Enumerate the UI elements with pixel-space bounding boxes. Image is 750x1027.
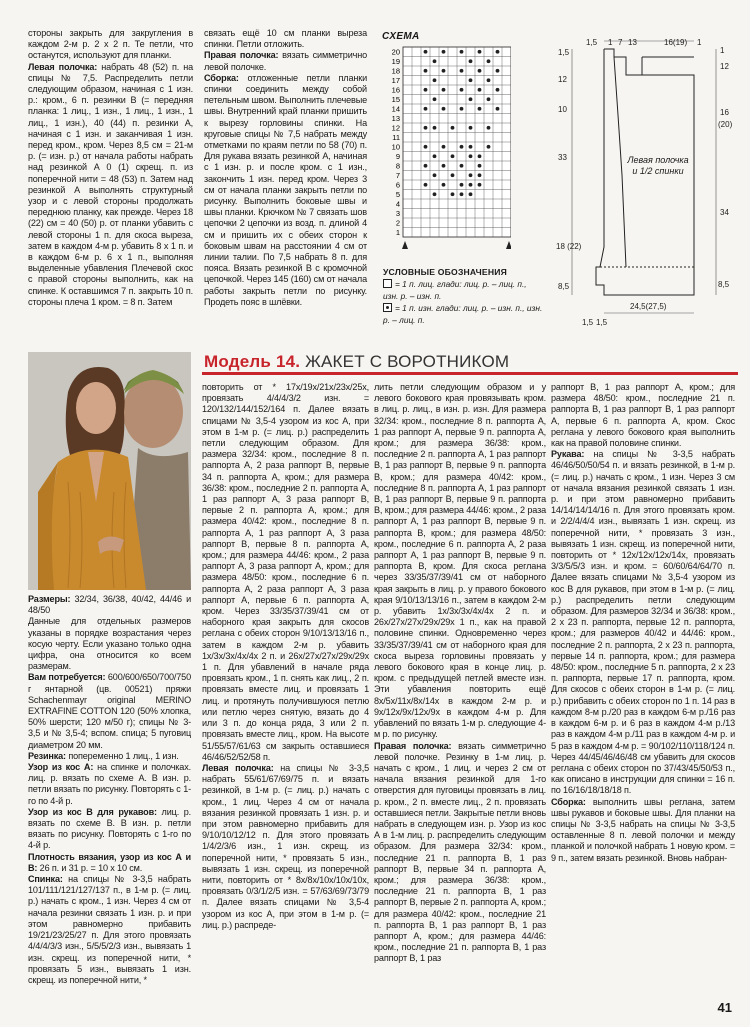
model-number: Модель 14. (204, 352, 301, 371)
right-label: 16 (720, 108, 729, 117)
row-label: 18 (391, 66, 400, 76)
paragraph-heading: Сборка: (551, 796, 586, 807)
paragraph (28, 852, 191, 874)
instructions-column-3 (374, 382, 546, 965)
paragraph (374, 741, 546, 965)
paragraph (28, 28, 193, 62)
row-label: 17 (391, 76, 400, 85)
paragraph (374, 382, 546, 741)
right-label: 34 (720, 208, 729, 217)
paragraph (551, 382, 735, 449)
purl-dot (496, 69, 500, 73)
purl-dot (460, 145, 464, 149)
paragraph-heading: Левая полочка: (28, 61, 98, 72)
paragraph-text: попеременно 1 лиц., 1 изн. (65, 750, 179, 761)
purl-dot (451, 126, 455, 130)
bottom-label: 1,5 (582, 318, 594, 327)
legend-item-purl: = 1 п. изн. глади: лиц. р. – изн. п., изн. р. – лиц. п. (383, 303, 543, 325)
instructions-column-top-middle (204, 28, 367, 308)
paragraph-heading: Плотность вязания, узор из кос А и В: (28, 851, 191, 873)
legend-item-knit: = 1 п. лиц. глади: лиц. р. – лиц. п., изн. р. – изн. п. (383, 279, 527, 301)
purl-dot (478, 154, 482, 158)
purl-dot (460, 183, 464, 187)
instructions-column-materials (28, 594, 191, 986)
paragraph-text: связать ещё 10 см планки выреза спинки. Петли отложить. (204, 28, 367, 50)
purl-dot (487, 145, 491, 149)
empty-cell-icon (383, 279, 392, 288)
model-photo (28, 352, 191, 590)
purl-dot (496, 88, 500, 92)
purl-dot (442, 145, 446, 149)
paragraph (551, 797, 735, 864)
row-label: 3 (395, 209, 400, 218)
left-label: 18 (22) (556, 242, 582, 251)
row-label: 11 (392, 133, 400, 142)
paragraph (204, 50, 367, 72)
purl-dot (469, 183, 473, 187)
purl-dot (424, 88, 428, 92)
paragraph (28, 594, 191, 616)
paragraph-text: 32/34, 36/38, 40/42, 44/46 и 48/50 (28, 594, 191, 616)
row-label: 16 (391, 85, 400, 95)
paragraph-text: лиц. р. вязать по схеме В. В изн. р. петли вязать по рисунку. Повторять с 1-го по 4-й р. (28, 806, 192, 851)
purl-dot (433, 78, 437, 82)
purl-dot (433, 97, 437, 101)
bottom-label: 24,5(27,5) (630, 302, 667, 311)
legend (383, 266, 543, 326)
right-label: 1 (720, 46, 725, 55)
bottom-label: 1,5 (596, 318, 608, 327)
paragraph-text: лить петли следующим образом и у левого бокового края провязывать кром. в лиц. р. лиц., в изн. р. изн. Для размера 32/34: кром., последние 8 п. раппорта А, 1 раз раппорт А, первые 9 п. раппорта А, кром.; для размера 36/38: кром., последние 2 п. раппорта А, 1 раз раппорт В, 1 раз раппорт В, первые 9 п. раппорта В, кром.; для размера 40/42: кром., последние 8 п. раппорта А, 1 раз раппорт В, 1 раз раппорт В, первые 9 п. раппорта В, кром.; для размера 44/46: кром., 2 раза раппорт А, 1 раз раппорт В, первые 9 п. раппорта В, кром.; для размера 48/50: кром., последние 6 п. раппорта А, 2 раза раппорт А, 1 раз раппорт В, первые 9 п. раппорта В, кром. Для скоса реглана через 33/35/37/39/41 см от наборного края закрыть в лиц. р. у правого бокового края 9/10/13/13/16 п., затем в каждом 2-м р. убавить 1х/3х/3х/4х/4х 2 п. и 26х/27х/27х/29х/29х 1 п., как на правой половине спинки. Одновременно через 33/35/37/39/41 см от наборного края для скоса выреза горловины провязать у левого бокового края в конце лиц. р. кром. с предыдущей петлей вместе изн. Эти убавления повторить ещё 8х/5х/11х/8х/14х в каждом 2-м р. и 9х/12х/9х/12х/9х в каждом 4-м р. Для убавлений по вязать 1-м р. следующие 4-м р. по рисунку. (374, 382, 546, 740)
model-title (202, 351, 738, 375)
paragraph-text: повторить от * 17х/19х/21х/23х/25х, провязать 4/4/4/3/2 изн. = 120/132/144/152/164 п. Далее вязать спицами № 3,5-4 узором из кос А, при этом в 1-м р. (= лиц. р.) распределить петли следующим образом. Для размера 32/34: кром., последние 8 п. раппорта А, 2 раза раппорт В, первые 34 п. раппорта А, кром.; для размера 36/38: кром., последние 2 п. раппорта А, 1 раз раппорт А, 3 раза раппорт В, первые 2 п. раппорта А, кром.; для размера 40/42: кром., последние 8 п. раппорта А, 1 раз раппорт А, 3 раза раппорт В, первые 8 п. раппорта А, кром.; для размера 44/46: кром., 2 раза раппорт А, 3 раза раппорт А, кром.; для размера 48/50: кром., последние 6 п. раппорта А, 2 раза раппорт А, 3 раза раппорт А, первые 6 п. раппорта А, кром. Через 33/35/37/39/41 см от наборного края закрыть для скосов реглана с обеих сторон 9/10/13/13/16 п., затем в каждом 2-м р. убавить 1х/3х/3х/4х/4х 2 п. и 26х/27х/27х/29х/29х 1 п. Для убавлений в начале ряда провязать кром., 1 п. снять как лиц., 2 п. провязать вместе лиц. и провязать 1 лиц. и протянуть получившуюся петлю или петлю через снятую, вязать до 4 или 3 п. до конца ряда, 3 или 2 п. провязать вместе лиц., кром. На высоте 51/55/57/61/63 см закрыть оставшиеся 46/46/52/52/58 п. (202, 382, 369, 762)
paragraph-text: выполнить швы реглана, затем швы рукавов и боковые швы. Для планки на спицы № 3-3,5 набрать на спицы № 3-3,5 оставленные 8 п. левой полочки и между планкой и полочкой набрать 1 новую кром. = 9 п., затем вязать резинкой. Вновь набран- (551, 796, 735, 863)
paragraph-text: Данные для отдельных размеров указаны в порядке возрастания через косую черту. Если указано только одна цифра, она относится ко всем размерам. (28, 616, 191, 672)
row-label: 6 (395, 180, 400, 190)
purl-dot (424, 164, 428, 168)
purl-dot (460, 192, 464, 196)
purl-dot (487, 126, 491, 130)
top-label: 1,5 (586, 38, 598, 47)
paragraph-text: 26 п. и 31 р. = 10 х 10 см. (37, 862, 143, 873)
row-label: 10 (391, 142, 400, 152)
row-label: 5 (395, 190, 400, 199)
paragraph-heading: Размеры: (28, 594, 71, 604)
paragraph (28, 62, 193, 308)
arrow-icon (402, 241, 408, 249)
paragraph-text: отложенные петли планки спинки соединить между собой петельным швом. Выполнить плечевые швы. Внутренний край планки пришить к вырезу горловины спинки. На круговые спицы № 7,5 набрать между отметками по краям петли по 58 (70) п. Для рукава вязать резинкой А, начиная с 1 изн. р. и после кром. с 1 изн., закончить 1 изн. перед кром. Через 3 см от начала планки закрыть петли по рисунку. Выполнить боковые швы и швы планки. Крючком № 7 связать шов цепочки 2 цепочки из возд. п. длиной 4 см и пришить их с обеих сторон к боковым швам на расстоянии 4 см от линии талии. По 7,5 набрать 8 п. для пояса. Вязать резинкой В с кромочной цепочкой. Через 145 (160) см от начала работы закрыть петли по рисунку. Продеть пояс в шлёвки. (204, 72, 367, 307)
purl-dot (487, 59, 491, 63)
purl-dot (478, 107, 482, 111)
purl-dot (496, 50, 500, 54)
purl-dot (433, 154, 437, 158)
purl-dot (469, 173, 473, 177)
purl-dot (424, 145, 428, 149)
purl-dot (442, 164, 446, 168)
paragraph (551, 449, 735, 796)
paragraph-heading: Спинка: (28, 874, 63, 885)
instructions-column-4 (551, 382, 735, 864)
schema-title: СХЕМА (382, 31, 420, 42)
paragraph (202, 763, 369, 931)
purl-dot (478, 173, 482, 177)
arrow-icon (506, 241, 511, 249)
purl-dot (460, 107, 464, 111)
top-label: 1 (608, 38, 613, 47)
right-label: 8,5 (718, 280, 730, 289)
purl-dot (424, 50, 428, 54)
pattern-piece-label: Левая полочка и 1/2 спинки (627, 155, 689, 176)
purl-dot (442, 183, 446, 187)
purl-dot (478, 88, 482, 92)
paragraph-heading: Сборка: (204, 72, 239, 83)
purl-dot (478, 50, 482, 54)
top-label: 7 (618, 38, 623, 47)
paragraph-text: на спицы № 3-3,5 набрать 46/46/50/50/54 п. и вязать резинкой, в 1-м р. (= лиц. р.) начать с кром., 1 изн. Через 3 см от начала вязания резинкой связать 1 изн. р. и при этом равномерно прибавить 14/14/14/14/16 п. Для этого провязать кром. и 2/2/4/4/4 изн., вывязать 1 изн. скрещ. из поперечной нити, * провязать 3 изн., вывязать 1 изн. скрещ. из поперечной нити, повторить от * 12х/12х/12х/14х, провязать 3/3/5/5/3 изн. и кром. = 60/60/64/64/70 п. Далее вязать спицами № 3,5-4 узором из кос В для рукавов, при этом в 1-м р. (= лиц. р.) распределить петли следующим образом. Для размеров 32/34 и 36/38: кром., 2 х 23 п. раппорта, первые 12 п. раппорта, кром.; для размеров 40/42 и 44/46: кром., последние 2 п. раппорта, 2 х 23 п. раппорта, первые 14 п. раппорта, кром.; для размера 48/50: кром., последние 5 п. раппорта, 2 х 23 п. раппорта, первые 17 п. раппорта, кром. Для скосов с обеих сторон в 1-м р. (= лиц. р.) прибавить с обеих сторон по 1 п. 14 раз в каждом 8-м р./20 раз в каждом 6-м р./16 раз в каждом 6-м р. и 6 раз в каждом 4-м р./13 раз в каждом 4-м р./11 раз в каждом 4-м р. и 5 раз в каждом 4-м р. = 90/102/110/118/124 п. Через 44/45/46/46/48 см убавить для скосов реглана с обеих сторон по 37/43/45/50/53 п., как описано в инструкции для спинки = 16 п. по 16/16/18/18/18 п. (551, 449, 735, 796)
title-rule (202, 372, 738, 375)
purl-dot (460, 164, 464, 168)
purl-dot (478, 69, 482, 73)
paragraph-heading: Резинка: (28, 750, 66, 761)
page-number: 41 (717, 1000, 732, 1015)
purl-dot (487, 97, 491, 101)
paragraph (28, 616, 191, 672)
purl-dot (442, 107, 446, 111)
paragraph-text: раппорт В, 1 раз раппорт А, кром.; для размера 48/50: кром., последние 21 п. раппорта В, 1 раз раппорт В, 1 раз раппорт А, первые 6 п. раппорта А, кром. Скос реглана у левого бокового края выполнить как на правой половине спинки. (551, 382, 735, 449)
purl-dot (424, 183, 428, 187)
instructions-column-2 (202, 382, 369, 931)
left-label: 33 (558, 153, 567, 162)
right-label: (20) (718, 120, 733, 129)
model-name: ЖАКЕТ С ВОРОТНИКОМ (300, 352, 510, 371)
purl-dot (442, 50, 446, 54)
purl-dot (433, 126, 437, 130)
paragraph-heading: Рукава: (551, 449, 585, 460)
purl-dot (442, 69, 446, 73)
top-label: 13 (628, 38, 637, 47)
purl-dot (442, 88, 446, 92)
purl-dot (478, 164, 482, 168)
row-label: 1 (395, 228, 400, 237)
row-label: 2 (395, 218, 400, 228)
paragraph-heading: Левая полочка: (202, 762, 274, 773)
paragraph-text: стороны закрыть для закругления в каждом 2-м р. 2 х 2 п. Те петли, что останутся, используют для планки. (28, 28, 193, 61)
knitting-chart (381, 45, 511, 280)
row-label: 8 (395, 161, 400, 171)
row-label: 7 (395, 171, 400, 180)
row-label: 13 (391, 114, 400, 123)
left-label: 8,5 (558, 282, 570, 291)
paragraph-heading: Правая полочка: (204, 50, 279, 61)
paragraph-heading: Правая полочка: (374, 740, 452, 751)
purl-dot (424, 69, 428, 73)
purl-dot (469, 59, 473, 63)
purl-dot (424, 126, 428, 130)
row-label: 20 (391, 47, 400, 57)
paragraph-text: на спицы № 3-3,5 набрать 55/61/67/69/75 п. и вязать резинкой, в 1-м р. (= лиц. р.) начать с кром., 1 лиц. Через 4 см от начала вязания резинкой провязать 1 изн. р. и при этом равномерно прибавить для 9/10/10/12/12 п. Для этого провязать 1/4/2/3/6 изн., 1 изн. скрещ. из поперечной нити, * провязать 5 изн., вывязать 1 изн. скрещ. из поперечной нити, повторить от * 8х/8х/10х/10х/10х, провязать 0/3/1/2/5 изн. = 57/63/69/73/79 п. Далее вязать спицами № 3,5-4 узором из кос А, при этом в 1-м р. (= лиц. р.) распреде- (202, 762, 370, 930)
purl-dot (478, 183, 482, 187)
legend-title: УСЛОВНЫЕ ОБОЗНАЧЕНИЯ (383, 267, 508, 277)
top-label: 1 (697, 38, 702, 47)
purl-dot (469, 126, 473, 130)
paragraph-heading: Узор из кос В для рукавов: (28, 806, 157, 817)
paragraph-heading: Узор из кос А: (28, 762, 94, 773)
purl-dot (460, 69, 464, 73)
row-label: 15 (391, 95, 400, 104)
purl-dot (424, 107, 428, 111)
purl-dot (433, 192, 437, 196)
row-label: 12 (391, 123, 400, 133)
purl-dot (469, 97, 473, 101)
paragraph-text: на спинке и полочках. лиц. р. вязать по схеме А. В изн. р. петли вязать по рисунку. Повторять с 1-го по 4-й р. (28, 762, 191, 806)
paragraph-text: вязать симметрично левой полочке. (204, 50, 367, 72)
purl-dot (460, 50, 464, 54)
right-label: 12 (720, 62, 729, 71)
row-label: 4 (395, 199, 400, 209)
left-label: 1,5 (558, 48, 570, 57)
purl-dot (487, 78, 491, 82)
purl-dot (451, 173, 455, 177)
purl-dot (469, 154, 473, 158)
purl-dot (460, 88, 464, 92)
paragraph-text: вязать симметрично левой полочке. Резинку в 1-м лиц. р. начать с кром., 1 лиц. и через 2 см от начала вязания резинкой для 1-го отверстия для пуговицы провязать в лиц. р. кром., 2 п. вместе лиц., 2 п. провязать оставшиеся петли. Закрытые петли вновь набрать в следующем изн. р. Узор из кос А в 1-м лиц. р. распределить следующим образом. Для размера 32/34: кром., последние 21 п. раппорта В, 1 раз раппорт В, первые 34 п. раппорта А, кром.; для размера 36/38: кром., последние 21 п. раппорта В, 1 раз раппорт В, первые 2 п. раппорта А, кром.; для размера 40/42: кром., последние 21 п. раппорта В, 1 раз раппорт В, 1 раз раппорт А, кром.; для размера 44/46: кром., последние 21 п. раппорта В, 1 раз раппорт В, 1 раз (374, 740, 546, 964)
paragraph (28, 762, 191, 807)
paragraph (28, 807, 191, 852)
purl-dot (469, 78, 473, 82)
purl-dot (469, 192, 473, 196)
row-label: 14 (391, 104, 400, 114)
left-label: 12 (558, 75, 567, 84)
model-photo-illustration (28, 352, 191, 590)
paragraph (28, 672, 191, 750)
row-label: 19 (391, 57, 400, 66)
top-label: 16(19) (664, 38, 688, 47)
paragraph (28, 751, 191, 762)
purl-dot (451, 192, 455, 196)
purl-dot (433, 173, 437, 177)
paragraph-text: на спицы № 3-3,5 набрать 101/111/121/127/137 п., в 1-м р. (= лиц. р.) начать с кром., 1 изн. Через 4 см от начала резинки связать 1 изн. р. и при этом равномерно прибавить 19/21/23/25/27 п. Для этого провязать 4/4/4/3/3 изн., 5/5/5/2/3 изн., вывязать 1 изн. скрещ. из поперечной нити, * провязать 5 изн., вывязать 1 изн. скрещ. из поперечной нити, * (28, 874, 191, 985)
paragraph-text: 600/600/650/700/750 г янтарной (цв. 00521) пряжи Schachenmayr original MERINO EXTRAFINE COTTON 120 (50% хлопка, 50% шерсти; 120 м/50 г); спицы № 3-3,5 и № 3,5-4; вспом. спица; 5 пуговиц диаметром 20 мм. (28, 672, 191, 750)
instructions-column-top-left (28, 28, 193, 308)
purl-dot (469, 145, 473, 149)
neckline-curve (614, 57, 626, 267)
left-label: 10 (558, 105, 567, 114)
dot-cell-icon (383, 303, 392, 312)
paragraph (202, 382, 369, 763)
paragraph (204, 28, 367, 50)
paragraph (204, 73, 367, 308)
paragraph-heading: Вам потребуется: (28, 672, 106, 683)
row-label: 9 (395, 152, 400, 161)
pattern-diagram (556, 35, 734, 335)
purl-dot (496, 107, 500, 111)
paragraph (28, 874, 191, 986)
purl-dot (451, 154, 455, 158)
purl-dot (433, 59, 437, 63)
paragraph-text: набрать 48 (52) п. на спицы № 7,5. Распределить петли следующим образом, начиная с 1 изн. р.: кром., 6 п. резинки В (= передняя планка: 1 лиц., 1 изн., 1 лиц., 1 изн., 1 лиц., 1 изн.), 40 (44) п. резинки А, начиная с 1 изн. и заканчивая 1 изн. перед кром., кром. Через 8,5 см = 21-м р. (= изн. р.) от начала работы набрать над резинкой А 0 (1) скрещ. п. из поперечной нити = 48 (53) п. Затем над резинкой А выполнять структурный узор и с левой стороны продолжать переднюю планку, как прежде. Через 18 (22) см = 40 (50) р. от планки убавить с левой стороны 1 п. для скоса выреза, затем в каждом 4-м р. убавить 8 х 1 п. и в каждом 6-м р. 6 х 1 п., выполняя выделенные убавления Плечевой скос с правой стороны выполнить, как на спинке. К оставшимся 7 п. закрыть 10 п. стороны плеча 1 кром. = 8 п. Затем (28, 61, 193, 307)
